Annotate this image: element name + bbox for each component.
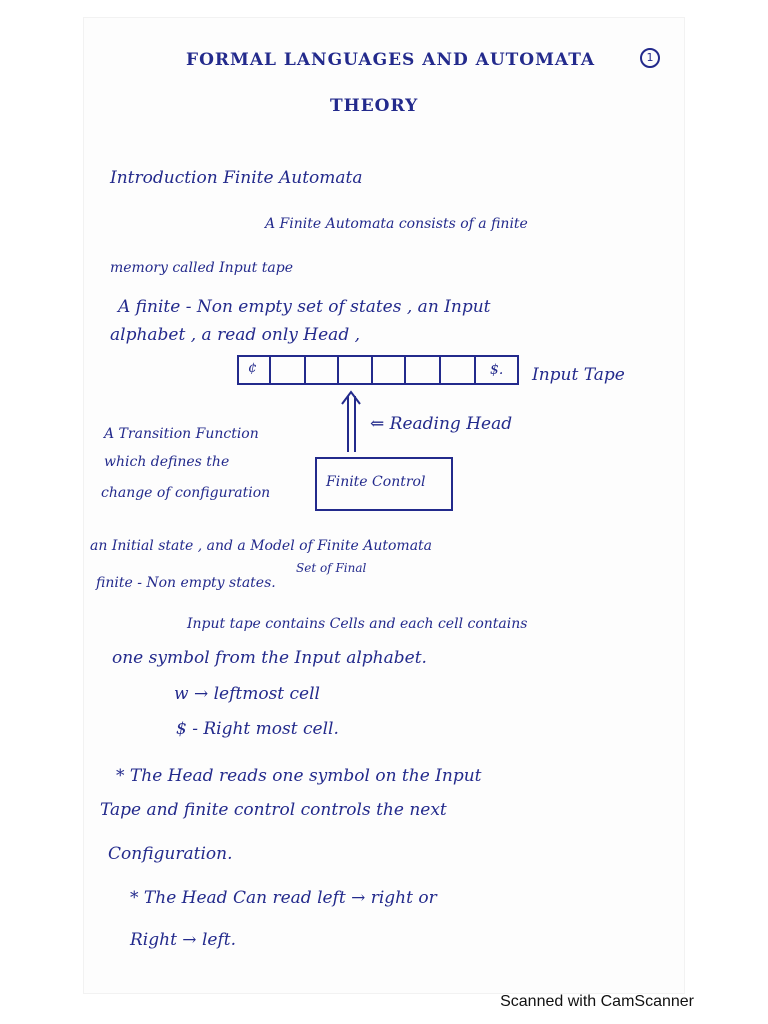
title-line-2: THEORY xyxy=(330,96,419,116)
camscanner-watermark: Scanned with CamScanner xyxy=(500,993,694,1010)
intro-line-1: A Finite Automata consists of a finite xyxy=(265,216,528,232)
transition-line-2: which defines the xyxy=(104,454,230,470)
tape-notes-line-3: w → leftmost cell xyxy=(174,684,320,704)
reading-head-arrowhead xyxy=(342,392,360,404)
tape-first-symbol: ¢ xyxy=(248,360,257,376)
intro-heading: Introduction Finite Automata xyxy=(110,168,363,188)
tape-notes-line-1: Input tape contains Cells and each cell contains xyxy=(187,616,528,632)
states-set-of-final: Set of Final xyxy=(296,561,367,575)
page-number-mark: 1 xyxy=(640,48,660,68)
transition-line-1: A Transition Function xyxy=(104,426,259,442)
head-notes-line-4: * The Head Can read left → right or xyxy=(130,888,437,908)
input-tape-label: Input Tape xyxy=(532,365,625,385)
reading-head-label: ⇐ Reading Head xyxy=(370,414,513,434)
states-line-2: finite - Non empty states. xyxy=(96,575,276,591)
tape-notes-line-4: $ - Right most cell. xyxy=(176,719,339,739)
tape-last-symbol: $. xyxy=(490,362,504,378)
intro-line-2: memory called Input tape xyxy=(110,260,293,276)
head-notes-line-1: * The Head reads one symbol on the Input xyxy=(116,766,482,786)
head-notes-line-3: Configuration. xyxy=(108,844,233,864)
finite-control-label: Finite Control xyxy=(326,474,426,490)
intro-line-4: alphabet , a read only Head , xyxy=(110,325,361,345)
head-notes-line-5: Right → left. xyxy=(130,930,236,950)
transition-line-3: change of configuration xyxy=(101,485,271,501)
tape-notes-line-2: one symbol from the Input alphabet. xyxy=(112,648,427,668)
states-line-1: an Initial state , and a Model of Finite Automata xyxy=(90,538,433,554)
title-line-1: FORMAL LANGUAGES AND AUTOMATA xyxy=(186,50,596,70)
intro-line-3: A finite - Non empty set of states , an Input xyxy=(118,297,491,317)
head-notes-line-2: Tape and finite control controls the next xyxy=(100,800,447,820)
